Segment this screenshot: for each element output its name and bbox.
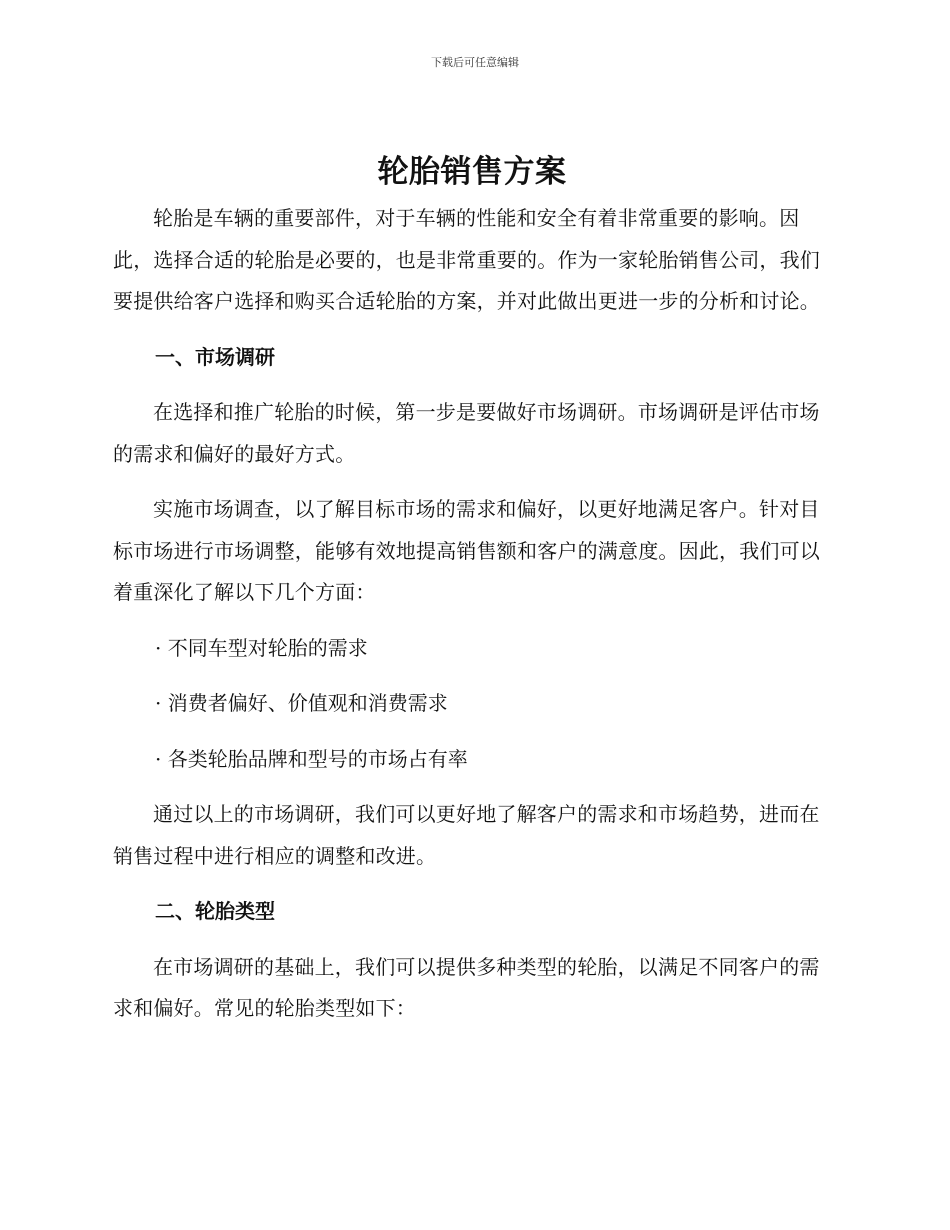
paragraph: 通过以上的市场调研，我们可以更好地了解客户的需求和市场趋势，进而在销售过程中进行相应的调整和改进。 [113,802,820,868]
bullet-item: · 消费者偏好、价值观和消费需求 [155,691,448,715]
paragraph: 在市场调研的基础上，我们可以提供多种类型的轮胎，以满足不同客户的需求和偏好。常见的轮胎类型如下： [113,954,820,1020]
paragraph: 实施市场调查，以了解目标市场的需求和偏好，以更好地满足客户。针对目标市场进行市场调整，能够有效地提高销售额和客户的满意度。因此，我们可以着重深化了解以下几个方面： [113,497,820,604]
section-heading-tire-types: 二、轮胎类型 [155,899,275,923]
bullet-item: · 不同车型对轮胎的需求 [155,635,368,660]
section-heading-market-research: 一、市场调研 [155,344,275,369]
paragraph: 在选择和推广轮胎的时候，第一步是要做好市场调研。市场调研是评估市场的需求和偏好的最好方式。 [113,400,820,466]
document-body [113,150,831,1030]
intro-paragraph: 轮胎是车辆的重要部件，对于车辆的性能和安全有着非常重要的影响。因此，选择合适的轮胎是必要的，也是非常重要的。作为一家轮胎销售公司，我们要提供给客户选择和购买合适轮胎的方案，并对此做出更进一步的分析和讨论。 [113,206,820,313]
document-title: 轮胎销售方案 [377,154,567,190]
header-note: 下载后可任意编辑 [431,56,519,69]
bullet-item: · 各类轮胎品牌和型号的市场占有率 [155,746,468,771]
